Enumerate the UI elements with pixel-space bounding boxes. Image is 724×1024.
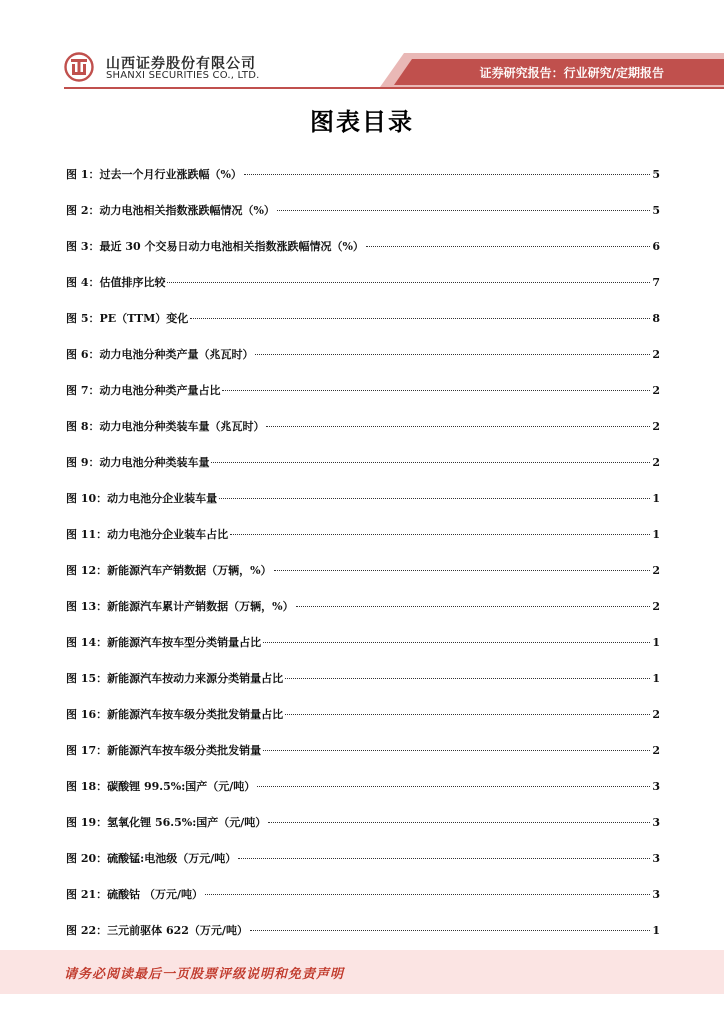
toc-entry-page: 2 bbox=[652, 708, 660, 721]
toc-entry-label: 图 10：动力电池分企业装车量 bbox=[66, 492, 218, 505]
toc-entry[interactable] bbox=[66, 544, 660, 580]
toc-entry-label: 图 7：动力电池分种类产量占比 bbox=[66, 384, 221, 397]
toc-leader-dots bbox=[219, 497, 650, 499]
toc-entry-page: 1 bbox=[652, 528, 660, 541]
toc-entry-label: 图 15：新能源汽车按动力来源分类销量占比 bbox=[66, 672, 284, 685]
toc-leader-dots bbox=[296, 605, 651, 607]
toc-entry-page: 2 bbox=[652, 600, 660, 613]
toc-entry-page: 6 bbox=[652, 240, 660, 253]
toc-entry[interactable] bbox=[66, 220, 660, 256]
toc-entry[interactable] bbox=[66, 904, 660, 940]
toc-entry[interactable] bbox=[66, 652, 660, 688]
toc-entry-label: 图 3：最近 30 个交易日动力电池相关指数涨跌幅情况（%） bbox=[66, 240, 364, 253]
toc-leader-dots bbox=[238, 857, 650, 859]
toc-leader-dots bbox=[167, 281, 650, 283]
toc-entry-label: 图 8：动力电池分种类装车量（兆瓦时） bbox=[66, 420, 265, 433]
toc-entry-page: 3 bbox=[652, 888, 660, 901]
toc-entry-page: 1 bbox=[652, 924, 660, 937]
toc-entry-label: 图 6：动力电池分种类产量（兆瓦时） bbox=[66, 348, 254, 361]
toc-entry-page: 5 bbox=[652, 168, 660, 181]
toc-leader-dots bbox=[222, 389, 650, 391]
toc-entry[interactable] bbox=[66, 760, 660, 796]
toc-leader-dots bbox=[263, 641, 650, 643]
toc-entry-page: 2 bbox=[652, 564, 660, 577]
toc-entry[interactable] bbox=[66, 616, 660, 652]
toc-entry-label: 图 21：硫酸钴 （万元/吨） bbox=[66, 888, 203, 901]
toc-entry[interactable] bbox=[66, 364, 660, 400]
toc-entry[interactable] bbox=[66, 436, 660, 472]
toc-leader-dots bbox=[268, 821, 650, 823]
toc-entry-label: 图 19：氢氧化锂 56.5%:国产（元/吨） bbox=[66, 816, 267, 829]
toc-leader-dots bbox=[211, 461, 650, 463]
toc-entry[interactable] bbox=[66, 832, 660, 868]
toc-entry-label: 图 5：PE（TTM）变化 bbox=[66, 312, 189, 325]
toc-leader-dots bbox=[266, 425, 650, 427]
toc-entry[interactable] bbox=[66, 724, 660, 760]
toc-entry-label: 图 4：估值排序比较 bbox=[66, 276, 166, 289]
toc-entry-page: 8 bbox=[652, 312, 660, 325]
toc-entry-page: 7 bbox=[652, 276, 660, 289]
toc-entry[interactable] bbox=[66, 508, 660, 544]
toc-leader-dots bbox=[285, 677, 650, 679]
toc-entry-label: 图 16：新能源汽车按车级分类批发销量占比 bbox=[66, 708, 284, 721]
toc-leader-dots bbox=[250, 929, 650, 931]
header-divider bbox=[64, 87, 724, 89]
toc-entry-page: 2 bbox=[652, 348, 660, 361]
toc-entry[interactable] bbox=[66, 328, 660, 364]
toc-entry[interactable] bbox=[66, 472, 660, 508]
toc-entry[interactable] bbox=[66, 292, 660, 328]
toc-entry-label: 图 20：硫酸锰:电池级（万元/吨） bbox=[66, 852, 237, 865]
toc-entry[interactable] bbox=[66, 796, 660, 832]
figure-table-of-contents bbox=[66, 148, 660, 940]
toc-entry[interactable] bbox=[66, 148, 660, 184]
toc-leader-dots bbox=[230, 533, 650, 535]
page-title: 图表目录 bbox=[310, 107, 414, 136]
toc-entry-page: 1 bbox=[652, 672, 660, 685]
toc-entry-label: 图 14：新能源汽车按车型分类销量占比 bbox=[66, 636, 262, 649]
toc-leader-dots bbox=[257, 785, 650, 787]
toc-entry-label: 图 17：新能源汽车按车级分类批发销量 bbox=[66, 744, 262, 757]
toc-leader-dots bbox=[190, 317, 650, 319]
company-name-cn: 山西证券股份有限公司 bbox=[106, 56, 256, 72]
toc-entry-page: 1 bbox=[652, 492, 660, 505]
toc-entry[interactable] bbox=[66, 868, 660, 904]
toc-entry-page: 2 bbox=[652, 744, 660, 757]
toc-entry-page: 1 bbox=[652, 636, 660, 649]
toc-entry-page: 2 bbox=[652, 420, 660, 433]
toc-entry[interactable] bbox=[66, 256, 660, 292]
company-name-en: SHANXI SECURITIES CO., LTD. bbox=[106, 70, 260, 81]
toc-leader-dots bbox=[255, 353, 650, 355]
toc-leader-dots bbox=[366, 245, 650, 247]
toc-entry-label: 图 11：动力电池分企业装车占比 bbox=[66, 528, 229, 541]
shanxi-securities-logo-icon bbox=[64, 52, 94, 82]
toc-entry-page: 3 bbox=[652, 816, 660, 829]
report-type: 证券研究报告：行业研究/定期报告 bbox=[479, 66, 664, 80]
toc-entry-label: 图 12：新能源汽车产销数据（万辆，%） bbox=[66, 564, 272, 577]
toc-leader-dots bbox=[244, 173, 650, 175]
toc-entry[interactable] bbox=[66, 688, 660, 724]
toc-leader-dots bbox=[285, 713, 650, 715]
toc-entry[interactable] bbox=[66, 184, 660, 220]
page-header bbox=[0, 0, 724, 100]
toc-entry-page: 2 bbox=[652, 456, 660, 469]
toc-entry-page: 5 bbox=[652, 204, 660, 217]
toc-entry-label: 图 18：碳酸锂 99.5%:国产（元/吨） bbox=[66, 780, 256, 793]
toc-entry-page: 2 bbox=[652, 384, 660, 397]
toc-entry-label: 图 9：动力电池分种类装车量 bbox=[66, 456, 210, 469]
toc-leader-dots bbox=[205, 893, 650, 895]
toc-leader-dots bbox=[274, 569, 651, 571]
toc-entry-label: 图 1：过去一个月行业涨跌幅（%） bbox=[66, 168, 242, 181]
toc-entry-page: 3 bbox=[652, 852, 660, 865]
toc-entry-page: 3 bbox=[652, 780, 660, 793]
toc-entry-label: 图 13：新能源汽车累计产销数据（万辆，%） bbox=[66, 600, 294, 613]
toc-leader-dots bbox=[263, 749, 650, 751]
toc-entry-label: 图 2：动力电池相关指数涨跌幅情况（%） bbox=[66, 204, 275, 217]
toc-entry[interactable] bbox=[66, 400, 660, 436]
toc-leader-dots bbox=[277, 209, 650, 211]
footer-disclaimer: 请务必阅读最后一页股票评级说明和免责声明 bbox=[64, 967, 345, 982]
toc-entry[interactable] bbox=[66, 580, 660, 616]
toc-entry-label: 图 22：三元前驱体 622（万元/吨） bbox=[66, 924, 248, 937]
